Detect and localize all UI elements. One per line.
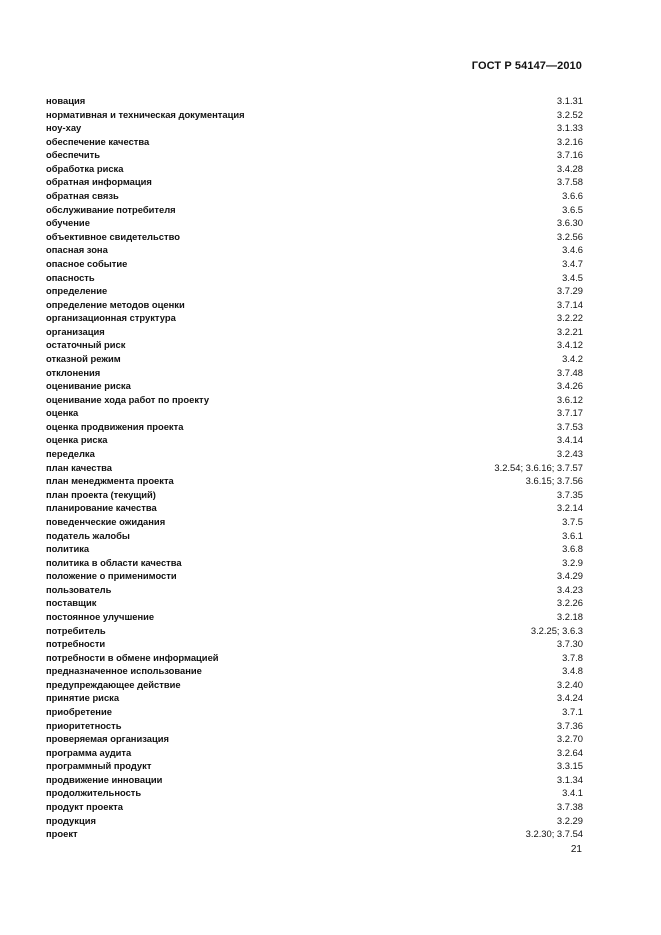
index-reference: 3.7.8 <box>562 651 583 663</box>
index-entry <box>46 501 583 515</box>
index-entry <box>46 311 583 325</box>
index-entry <box>46 827 583 841</box>
index-reference: 3.6.5 <box>562 203 583 215</box>
index-term: программный продукт <box>46 760 152 772</box>
index-term: программа аудита <box>46 746 132 758</box>
index-entry <box>46 433 583 447</box>
index-reference: 3.6.6 <box>562 190 583 202</box>
index-entry <box>46 800 583 814</box>
index-entry <box>46 216 583 230</box>
index-reference: 3.2.40 <box>556 678 583 690</box>
index-term: политика в области качества <box>46 556 182 568</box>
index-reference: 3.3.15 <box>556 760 583 772</box>
index-reference: 3.2.16 <box>556 135 583 147</box>
index-entry <box>46 148 583 162</box>
index-term: продолжительность <box>46 787 142 799</box>
index-reference: 3.7.35 <box>556 488 583 500</box>
index-entry <box>46 162 583 176</box>
index-term: пользователь <box>46 583 112 595</box>
index-term: политика <box>46 543 90 555</box>
index-entry <box>46 325 583 339</box>
index-reference: 3.6.8 <box>562 543 583 555</box>
index-entry <box>46 637 583 651</box>
index-entry <box>46 257 583 271</box>
page-number: 21 <box>570 844 582 855</box>
index-reference: 3.6.15; 3.7.56 <box>525 475 583 487</box>
index-term: переделка <box>46 448 95 460</box>
index-reference: 3.2.43 <box>556 448 583 460</box>
index-term: обслуживание потребителя <box>46 203 176 215</box>
index-term: определение <box>46 285 108 297</box>
index-entry <box>46 121 583 135</box>
index-term: предназначенное использование <box>46 665 202 677</box>
index-term: положение о применимости <box>46 570 177 582</box>
index-entry <box>46 732 583 746</box>
index-term: нормативная и техническая документация <box>46 108 245 120</box>
index-term: новация <box>46 95 86 106</box>
index-entry <box>46 175 583 189</box>
index-reference: 3.7.1 <box>562 706 583 718</box>
index-reference: 3.2.21 <box>556 325 583 337</box>
index-entry <box>46 583 583 597</box>
document-header: ГОСТ Р 54147—2010 <box>471 60 582 72</box>
index-entry <box>46 230 583 244</box>
index-entry <box>46 108 583 122</box>
index-entry <box>46 271 583 285</box>
index-term: поставщик <box>46 597 97 609</box>
index-reference: 3.1.34 <box>556 773 583 785</box>
index-reference: 3.7.14 <box>556 298 583 310</box>
index-term: опасность <box>46 271 95 283</box>
index-reference: 3.4.28 <box>556 162 583 174</box>
index-entry <box>46 515 583 529</box>
index-entry <box>46 447 583 461</box>
index-entry <box>46 705 583 719</box>
index-term: принятие риска <box>46 692 120 704</box>
index-term: опасное событие <box>46 257 128 269</box>
index-term: продукт проекта <box>46 801 123 813</box>
index-term: оценивание риска <box>46 380 131 392</box>
index-term: обучение <box>46 217 90 229</box>
index-entry <box>46 569 583 583</box>
index-reference: 3.7.29 <box>556 285 583 297</box>
index-term: продвижение инновации <box>46 773 163 785</box>
index-reference: 3.4.8 <box>562 665 583 677</box>
index-term: постоянное улучшение <box>46 610 155 622</box>
index-entry <box>46 135 583 149</box>
index-reference: 3.1.31 <box>556 95 583 106</box>
index-entry <box>46 94 583 108</box>
index-term: проверяемая организация <box>46 733 169 745</box>
index-entry <box>46 786 583 800</box>
index-reference: 3.2.56 <box>556 230 583 242</box>
index-term: организационная структура <box>46 312 176 324</box>
index-term: потребности <box>46 638 106 650</box>
index-reference: 3.7.58 <box>556 176 583 188</box>
index-reference: 3.6.30 <box>556 217 583 229</box>
index-reference: 3.6.12 <box>556 393 583 405</box>
index-term: план качества <box>46 461 112 473</box>
index-term: обратная связь <box>46 190 119 202</box>
index-entry <box>46 759 583 773</box>
index-term: отказной режим <box>46 352 121 364</box>
index-reference: 3.2.26 <box>556 597 583 609</box>
index-reference: 3.1.33 <box>556 122 583 134</box>
index-term: объективное свидетельство <box>46 230 180 242</box>
index-reference: 3.4.29 <box>556 570 583 582</box>
index-reference: 3.2.22 <box>556 312 583 324</box>
index-term: предупреждающее действие <box>46 678 181 690</box>
index-term: план менеджмента проекта <box>46 475 174 487</box>
index-entry <box>46 298 583 312</box>
index-reference: 3.2.29 <box>556 814 583 826</box>
index-entry <box>46 773 583 787</box>
index-entry <box>46 624 583 638</box>
index-term: остаточный риск <box>46 339 126 351</box>
index-term: оценка риска <box>46 434 108 446</box>
index-reference: 3.2.64 <box>556 746 583 758</box>
index-reference: 3.7.36 <box>556 719 583 731</box>
index-entry <box>46 556 583 570</box>
index-reference: 3.2.52 <box>556 108 583 120</box>
index-term: план проекта (текущий) <box>46 488 156 500</box>
index-entry <box>46 488 583 502</box>
index-entry <box>46 366 583 380</box>
index-reference: 3.2.25; 3.6.3 <box>530 624 583 636</box>
index-reference: 3.4.6 <box>562 244 583 256</box>
index-entry <box>46 529 583 543</box>
index-entry <box>46 746 583 760</box>
index-reference: 3.2.30; 3.7.54 <box>525 828 583 840</box>
index-entry <box>46 189 583 203</box>
index-term: проект <box>46 828 78 840</box>
index-entry <box>46 379 583 393</box>
index-entry <box>46 420 583 434</box>
index-reference: 3.4.2 <box>562 352 583 364</box>
index-term: оценка <box>46 407 79 419</box>
index-reference: 3.7.38 <box>556 801 583 813</box>
index-term: определение методов оценки <box>46 298 185 310</box>
index-term: поведенческие ожидания <box>46 515 166 527</box>
index-reference: 3.2.54; 3.6.16; 3.7.57 <box>494 461 583 473</box>
index-term: обработка риска <box>46 162 124 174</box>
index-reference: 3.7.17 <box>556 407 583 419</box>
index-entry <box>46 814 583 828</box>
index-reference: 3.4.24 <box>556 692 583 704</box>
index-term: обратная информация <box>46 176 152 188</box>
index-entry <box>46 678 583 692</box>
index-term: организация <box>46 325 105 337</box>
index-reference: 3.2.14 <box>556 502 583 514</box>
index-term: обеспечение качества <box>46 135 150 147</box>
index-reference: 3.4.23 <box>556 583 583 595</box>
index-reference: 3.7.48 <box>556 366 583 378</box>
term-index <box>46 94 583 841</box>
index-entry <box>46 610 583 624</box>
index-entry <box>46 352 583 366</box>
index-entry <box>46 338 583 352</box>
index-entry <box>46 596 583 610</box>
index-entry <box>46 719 583 733</box>
index-reference: 3.6.1 <box>562 529 583 541</box>
index-term: потребности в обмене информацией <box>46 651 219 663</box>
index-reference: 3.4.26 <box>556 380 583 392</box>
index-term: оценка продвижения проекта <box>46 420 184 432</box>
index-reference: 3.4.1 <box>562 787 583 799</box>
index-term: приобретение <box>46 706 112 718</box>
index-term: обеспечить <box>46 149 101 161</box>
index-reference: 3.7.53 <box>556 420 583 432</box>
index-term: планирование качества <box>46 502 157 514</box>
index-term: податель жалобы <box>46 529 130 541</box>
index-reference: 3.4.12 <box>556 339 583 351</box>
index-reference: 3.4.7 <box>562 257 583 269</box>
index-entry <box>46 461 583 475</box>
index-reference: 3.2.70 <box>556 733 583 745</box>
index-entry <box>46 542 583 556</box>
index-term: приоритетность <box>46 719 122 731</box>
index-term: опасная зона <box>46 244 108 256</box>
index-entry <box>46 651 583 665</box>
index-term: отклонения <box>46 366 101 378</box>
index-term: потребитель <box>46 624 106 636</box>
index-reference: 3.2.18 <box>556 610 583 622</box>
index-entry <box>46 393 583 407</box>
index-entry <box>46 406 583 420</box>
index-reference: 3.7.5 <box>562 515 583 527</box>
index-reference: 3.4.14 <box>556 434 583 446</box>
index-entry <box>46 691 583 705</box>
index-entry <box>46 203 583 217</box>
index-reference: 3.7.30 <box>556 638 583 650</box>
index-entry <box>46 664 583 678</box>
index-term: ноу-хау <box>46 122 82 134</box>
index-entry <box>46 243 583 257</box>
index-reference: 3.7.16 <box>556 149 583 161</box>
index-entry <box>46 474 583 488</box>
index-term: продукция <box>46 814 96 826</box>
index-reference: 3.2.9 <box>562 556 583 568</box>
index-reference: 3.4.5 <box>562 271 583 283</box>
index-term: оценивание хода работ по проекту <box>46 393 210 405</box>
index-entry <box>46 284 583 298</box>
